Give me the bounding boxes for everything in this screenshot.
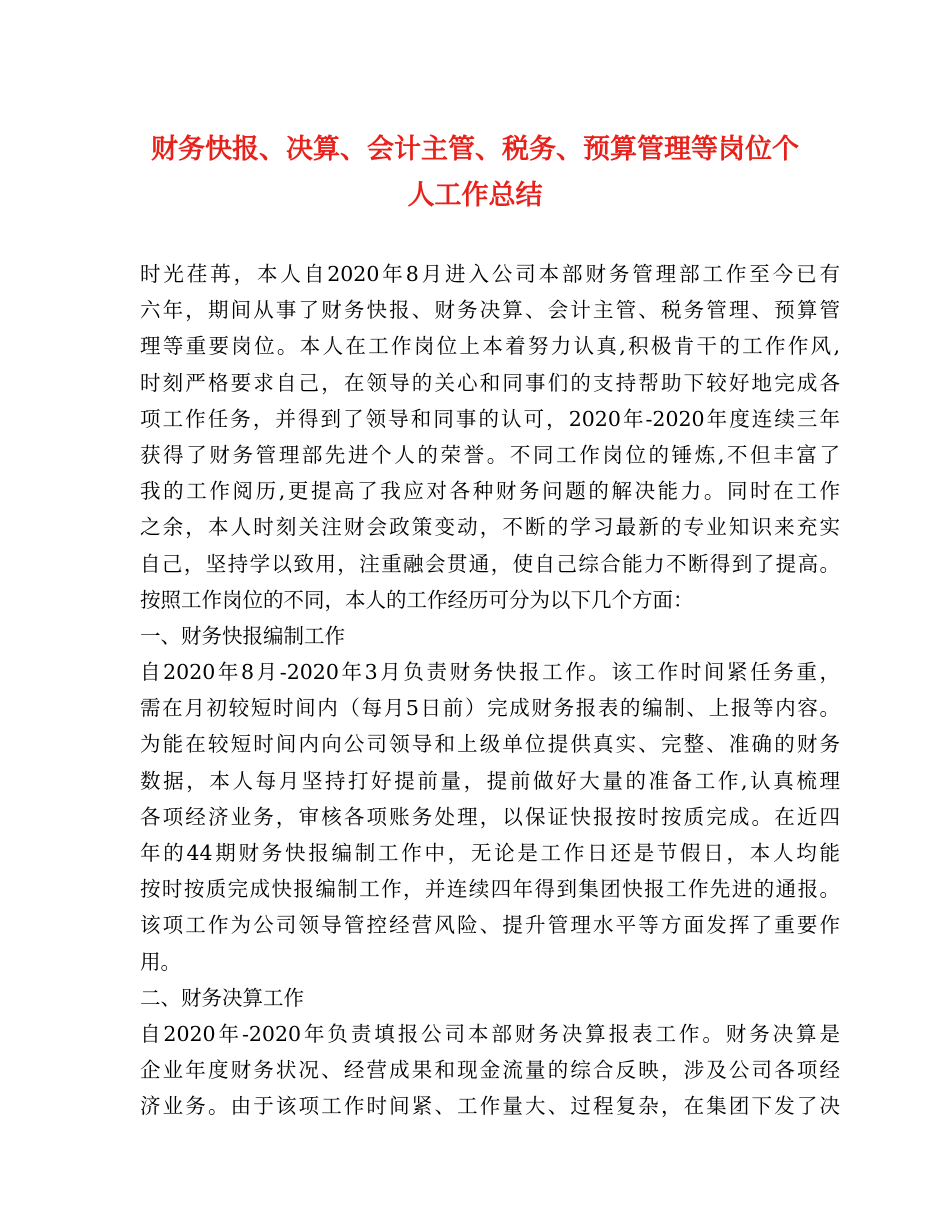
text-line: 自2020年-2020年负责填报公司本部财务决算报表工作。财务决算是 [140,1021,840,1046]
text-line: 年的44期财务快报编制工作中，无论是工作日还是节假日，本人均能 [140,841,840,865]
text-line: 自己，坚持学以致用，注重融会贯通，使自己综合能力不断得到了提高。 [140,551,840,576]
text-line: 数据，本人每月坚持打好提前量，提前做好大量的准备工作,认真梳理 [140,768,840,793]
text-line: 各项经济业务，审核各项账务处理，以保证快报按时按质完成。在近四 [140,804,840,829]
text-line: 我的工作阅历,更提高了我应对各种财务问题的解决能力。同时在工作 [140,479,840,504]
text-line: 按照工作岗位的不同，本人的工作经历可分为以下几个方面： [140,587,694,612]
text-line: 济业务。由于该项工作时间紧、工作量大、过程复杂，在集团下发了决 [140,1094,840,1119]
text-line: 六年，期间从事了财务快报、财务决算、会计主管、税务管理、预算管 [140,298,840,323]
text-line: 一、财务快报编制工作 [140,623,345,648]
text-line: 项工作任务，并得到了领导和同事的认可，2020年-2020年度连续三年 [140,406,840,431]
document-body [140,256,840,1125]
text-line: 获得了财务管理部先进个人的荣誉。不同工作岗位的锤炼,不但丰富了 [140,442,840,467]
text-line: 时刻严格要求自己，在领导的关心和同事们的支持帮助下较好地完成各 [140,370,840,395]
text-line: 之余，本人时刻关注财会政策变动，不断的学习最新的专业知识来充实 [140,515,840,540]
text-line: 企业年度财务状况、经营成果和现金流量的综合反映，涉及公司各项经 [140,1058,840,1083]
text-line: 自2020年8月-2020年3月负责财务快报工作。该工作时间紧任务重， [140,660,840,685]
text-line: 时光荏苒，本人自2020年8月进入公司本部财务管理部工作至今已有 [140,262,840,286]
text-line: 需在月初较短时间内（每月5日前）完成财务报表的编制、上报等内容。 [140,696,840,721]
text-line: 用。 [140,949,181,974]
document-title-line-1: 财务快报、决算、会计主管、税务、预算管理等岗位个 [151,134,799,165]
text-line: 为能在较短时间内向公司领导和上级单位提供真实、完整、准确的财务 [140,732,840,757]
document-title-line-2: 人工作总结 [407,180,543,211]
text-line: 二、财务决算工作 [140,985,304,1010]
text-line: 该项工作为公司领导管控经营风险、提升管理水平等方面发挥了重要作 [140,913,840,938]
text-line: 理等重要岗位。本人在工作岗位上本着努力认真,积极肯干的工作作风, [140,334,840,359]
text-line: 按时按质完成快报编制工作，并连续四年得到集团快报工作先进的通报。 [140,877,840,902]
